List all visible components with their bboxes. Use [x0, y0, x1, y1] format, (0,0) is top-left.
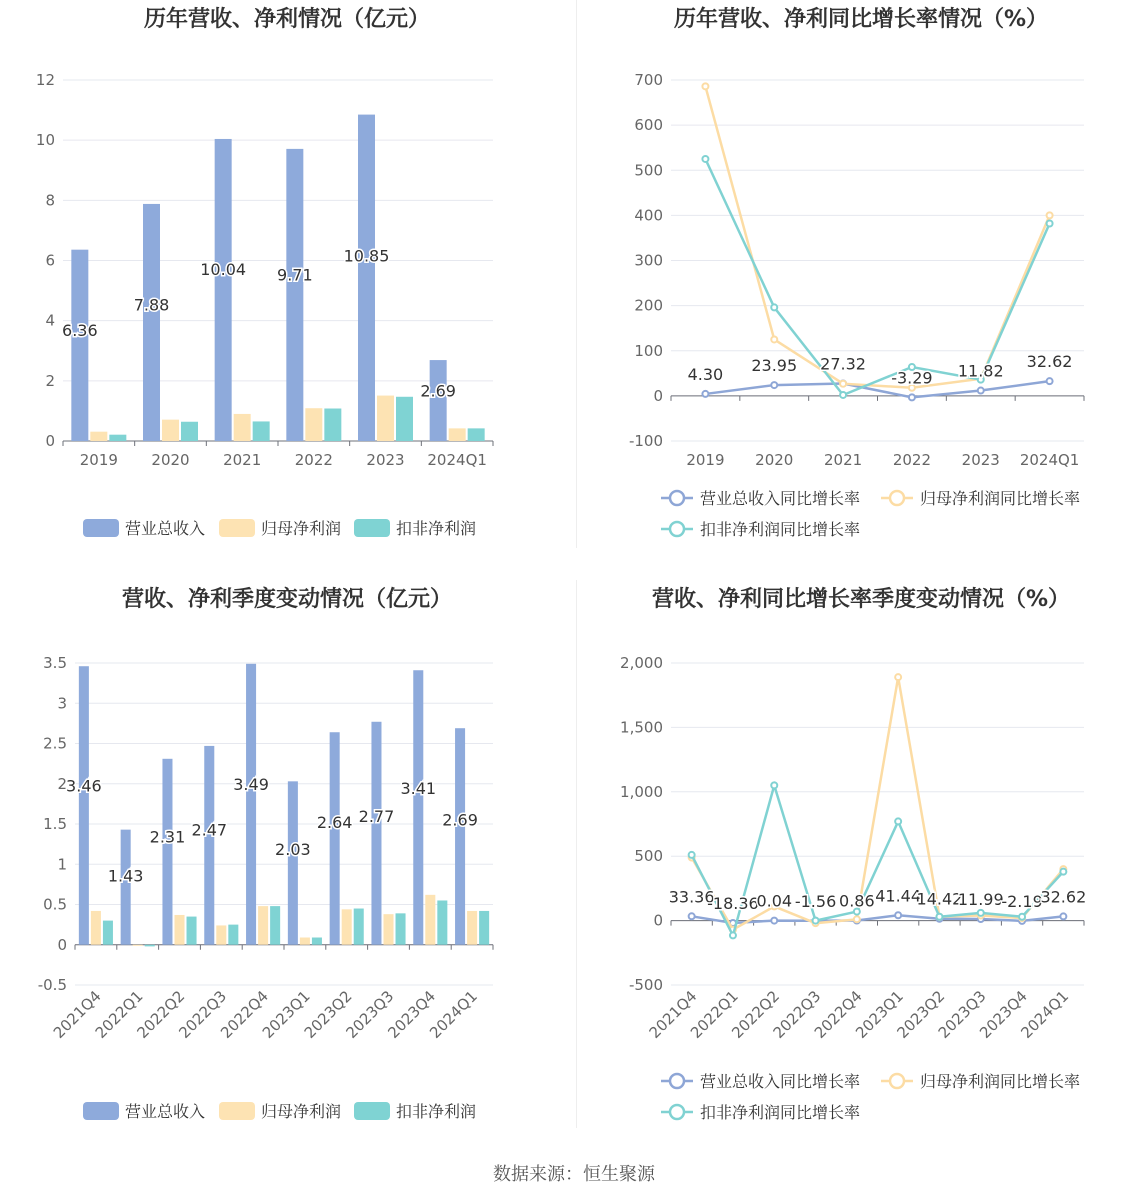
data-label: 11.99: [957, 890, 1004, 910]
data-label: 1.43: [107, 866, 144, 886]
x-tick-label: 2019: [686, 451, 725, 469]
chart-panel-annual-growth: [574, 0, 1148, 575]
x-tick-label: 2022: [892, 451, 932, 469]
data-point: [702, 391, 708, 397]
bar: [145, 945, 155, 947]
x-tick-label: 2020: [151, 451, 190, 469]
bar: [383, 914, 393, 945]
data-label: -3.29: [891, 368, 933, 388]
bar: [162, 420, 179, 441]
bar: [143, 204, 160, 441]
bar: [430, 360, 447, 441]
y-tick-label: 4: [45, 311, 55, 330]
y-tick-label: 3: [57, 694, 67, 713]
bar: [300, 938, 310, 945]
bar: [228, 925, 238, 945]
x-tick-label: 2022Q3: [769, 987, 825, 1042]
data-label: 3.41: [400, 778, 437, 798]
bar: [133, 945, 143, 946]
annual-growth-rate-chart: [574, 0, 1148, 575]
y-tick-label: 0: [45, 432, 55, 450]
bar: [162, 759, 172, 945]
bar: [270, 906, 280, 945]
bar: [286, 149, 303, 441]
x-tick-label: 2022Q1: [91, 987, 147, 1042]
series-line: [705, 381, 1049, 397]
data-label: 27.32: [820, 354, 866, 374]
data-label: 7.88: [133, 295, 170, 315]
y-tick-label: 3.5: [43, 654, 67, 672]
data-point: [840, 381, 846, 387]
data-point: [771, 918, 777, 924]
data-label: 2.77: [358, 807, 395, 827]
bar: [121, 830, 131, 945]
data-point: [702, 156, 708, 162]
x-tick-label: 2023Q1: [258, 987, 314, 1042]
data-point: [1047, 220, 1053, 226]
data-point: [895, 818, 901, 824]
legend-swatch: [670, 1074, 684, 1088]
y-tick-label: -100: [628, 432, 663, 450]
bar: [377, 396, 394, 441]
bar: [468, 428, 485, 441]
quarterly-revenue-profit-chart: [0, 580, 574, 1155]
legend-label: 扣非净利润同比增长率: [700, 520, 861, 539]
data-label: 32.62: [1026, 352, 1073, 372]
y-tick-label: 1: [57, 855, 67, 874]
bar: [396, 397, 413, 441]
y-tick-label: 300: [634, 251, 663, 270]
data-label: 33.36: [668, 887, 715, 907]
chart-panel-quarterly-revenue: [0, 580, 574, 1155]
x-tick-label: 2021: [823, 451, 863, 469]
legend-label: 营业总收入: [125, 519, 206, 538]
divider: [576, 580, 577, 1128]
legend-label: 营业总收入: [125, 1102, 206, 1121]
x-tick-label: 2024Q1: [427, 451, 487, 469]
bar: [437, 900, 447, 944]
chart-title: 历年营收、净利情况（亿元）: [143, 7, 431, 32]
legend-swatch: [890, 1074, 904, 1088]
y-tick-label: 2,000: [620, 654, 663, 672]
y-tick-label: 10: [35, 131, 55, 150]
data-label: 23.95: [751, 356, 798, 376]
legend-swatch: [890, 491, 904, 505]
bar: [91, 911, 101, 945]
x-tick-label: 2022Q2: [133, 987, 189, 1042]
data-point: [771, 304, 777, 310]
legend-label: 归母净利润: [261, 519, 342, 538]
data-point: [909, 394, 915, 400]
bar: [174, 915, 184, 945]
data-point: [689, 852, 695, 858]
legend-swatch: [670, 1105, 684, 1119]
data-label: -2.19: [1001, 891, 1043, 911]
y-tick-label: -0.5: [37, 976, 67, 994]
bar: [324, 409, 341, 441]
data-label: -18.36: [707, 893, 759, 913]
bar: [181, 422, 198, 441]
data-point: [771, 782, 777, 788]
legend-label: 营业总收入同比增长率: [700, 1072, 861, 1091]
x-tick-label: 2023Q1: [852, 987, 907, 1042]
data-source-note: 数据来源：恒生聚源: [493, 1164, 655, 1185]
bar: [258, 906, 268, 945]
bar: [425, 895, 435, 945]
x-tick-label: 2023: [366, 451, 405, 469]
y-tick-label: -500: [628, 976, 663, 994]
y-tick-label: 0: [653, 386, 663, 405]
bar: [215, 139, 232, 441]
data-label: 3.46: [66, 776, 102, 796]
legend-swatch: [83, 519, 119, 537]
data-label: 4.30: [687, 364, 724, 384]
x-tick-label: 2023: [961, 451, 1000, 469]
y-tick-label: 12: [35, 71, 55, 89]
bar: [467, 911, 477, 945]
y-tick-label: 500: [634, 847, 663, 866]
data-label: 2.69: [420, 381, 456, 401]
x-tick-label: 2022Q4: [217, 987, 272, 1042]
bar: [342, 909, 352, 944]
bar: [312, 938, 322, 945]
data-point: [1060, 913, 1066, 919]
data-label: 11.82: [957, 361, 1004, 381]
x-tick-label: 2024Q1: [1019, 451, 1080, 469]
data-label: 6.36: [62, 320, 98, 340]
bar: [358, 115, 375, 441]
chart-title: 历年营收、净利同比增长率情况（%）: [673, 7, 1049, 32]
y-tick-label: 100: [634, 341, 663, 360]
data-label: 2.03: [275, 839, 311, 859]
legend-label: 归母净利润同比增长率: [920, 489, 1081, 508]
bar: [330, 732, 340, 945]
data-label: 0.86: [839, 891, 875, 911]
x-tick-label: 2022Q4: [810, 987, 866, 1042]
legend-swatch: [670, 491, 684, 505]
data-point: [978, 388, 984, 394]
y-tick-label: 200: [634, 296, 663, 315]
y-tick-label: 6: [45, 251, 55, 270]
data-point: [936, 914, 942, 920]
x-tick-label: 2019: [79, 451, 118, 469]
bar: [253, 421, 270, 441]
data-point: [702, 83, 708, 89]
quarterly-growth-rate-chart: [574, 580, 1148, 1155]
y-tick-label: 8: [45, 191, 55, 210]
bar: [187, 917, 197, 945]
annual-revenue-profit-chart: [0, 0, 574, 575]
legend-swatch: [354, 1102, 390, 1120]
y-tick-label: 1,500: [620, 718, 663, 737]
bar: [109, 435, 126, 441]
bar: [79, 666, 89, 945]
data-point: [895, 912, 901, 918]
data-point: [840, 392, 846, 398]
data-point: [1019, 914, 1025, 920]
data-point: [689, 913, 695, 919]
y-tick-label: 1.5: [43, 815, 67, 833]
legend-swatch: [219, 519, 255, 537]
legend-label: 扣非净利润: [396, 519, 477, 538]
x-tick-label: 2022Q1: [686, 987, 742, 1042]
legend-label: 归母净利润同比增长率: [920, 1072, 1081, 1091]
data-point: [771, 336, 777, 342]
data-point: [813, 918, 819, 924]
data-label: 41.44: [875, 886, 922, 906]
y-tick-label: 400: [634, 206, 663, 225]
data-label: 0.04: [756, 891, 793, 911]
data-label: 10.85: [343, 246, 390, 266]
y-tick-label: 2: [57, 774, 67, 793]
x-tick-label: 2021: [223, 451, 262, 469]
bar: [71, 250, 88, 441]
legend-label: 扣非净利润: [396, 1102, 477, 1121]
bar: [103, 921, 113, 945]
bar: [90, 432, 107, 441]
bar: [371, 722, 381, 945]
bar: [479, 911, 489, 945]
chart-panel-quarterly-growth: [574, 580, 1148, 1155]
bar: [413, 670, 423, 945]
data-point: [771, 382, 777, 388]
data-label: 10.04: [200, 259, 247, 279]
x-tick-label: 2020: [755, 451, 794, 469]
y-tick-label: 0: [653, 911, 663, 930]
data-label: 32.62: [1040, 887, 1087, 907]
x-tick-label: 2023Q4: [384, 987, 440, 1042]
legend-swatch: [83, 1102, 119, 1120]
x-tick-label: 2024Q1: [426, 987, 481, 1042]
data-point: [1060, 869, 1066, 875]
x-tick-label: 2023Q3: [342, 987, 398, 1042]
legend-label: 扣非净利润同比增长率: [700, 1103, 861, 1122]
data-point: [1047, 212, 1053, 218]
data-label: 2.31: [149, 827, 186, 847]
x-tick-label: 2023Q3: [934, 987, 990, 1042]
data-label: 2.69: [442, 810, 478, 830]
y-tick-label: 600: [634, 116, 663, 135]
x-tick-label: 2021Q4: [49, 987, 105, 1042]
x-tick-label: 2022Q3: [175, 987, 231, 1042]
bar: [354, 909, 364, 945]
x-tick-label: 2023Q2: [300, 987, 356, 1042]
data-label: 3.49: [233, 775, 269, 795]
data-point: [978, 910, 984, 916]
bar: [234, 414, 251, 441]
legend-label: 归母净利润: [261, 1102, 342, 1121]
data-label: 14.42: [916, 889, 963, 909]
data-label: 2.47: [191, 820, 228, 840]
data-point: [854, 916, 860, 922]
x-tick-label: 2024Q1: [1017, 987, 1073, 1042]
legend-label: 营业总收入同比增长率: [700, 489, 861, 508]
data-point: [1047, 378, 1053, 384]
divider: [576, 0, 577, 548]
chart-title: 营收、净利季度变动情况（亿元）: [121, 587, 453, 612]
legend-swatch: [354, 519, 390, 537]
data-label: -1.56: [794, 891, 837, 911]
data-label: 9.71: [277, 265, 313, 285]
y-tick-label: 0.5: [43, 895, 67, 914]
y-tick-label: 2: [45, 371, 55, 390]
x-tick-label: 2021Q4: [645, 987, 701, 1042]
x-tick-label: 2022: [294, 451, 333, 469]
bar: [305, 408, 322, 441]
y-tick-label: 0: [57, 935, 67, 954]
chart-panel-annual-revenue: [0, 0, 574, 575]
x-tick-label: 2022Q2: [728, 987, 784, 1042]
y-tick-label: 700: [634, 71, 663, 89]
bar: [288, 781, 298, 944]
bar: [449, 428, 466, 441]
x-tick-label: 2023Q4: [976, 987, 1031, 1042]
x-tick-label: 2023Q2: [893, 987, 949, 1042]
y-tick-label: 2.5: [43, 734, 67, 753]
y-tick-label: 500: [634, 161, 663, 180]
legend-swatch: [670, 522, 684, 536]
bar: [204, 746, 214, 945]
data-point: [895, 674, 901, 680]
bar: [246, 664, 256, 945]
bar: [216, 925, 226, 944]
data-label: 2.64: [316, 812, 353, 832]
chart-title: 营收、净利同比增长率季度变动情况（%）: [651, 587, 1071, 612]
bar: [396, 913, 406, 944]
legend-swatch: [219, 1102, 255, 1120]
bar: [455, 728, 465, 945]
data-point: [730, 932, 736, 938]
y-tick-label: 1,000: [620, 782, 663, 801]
